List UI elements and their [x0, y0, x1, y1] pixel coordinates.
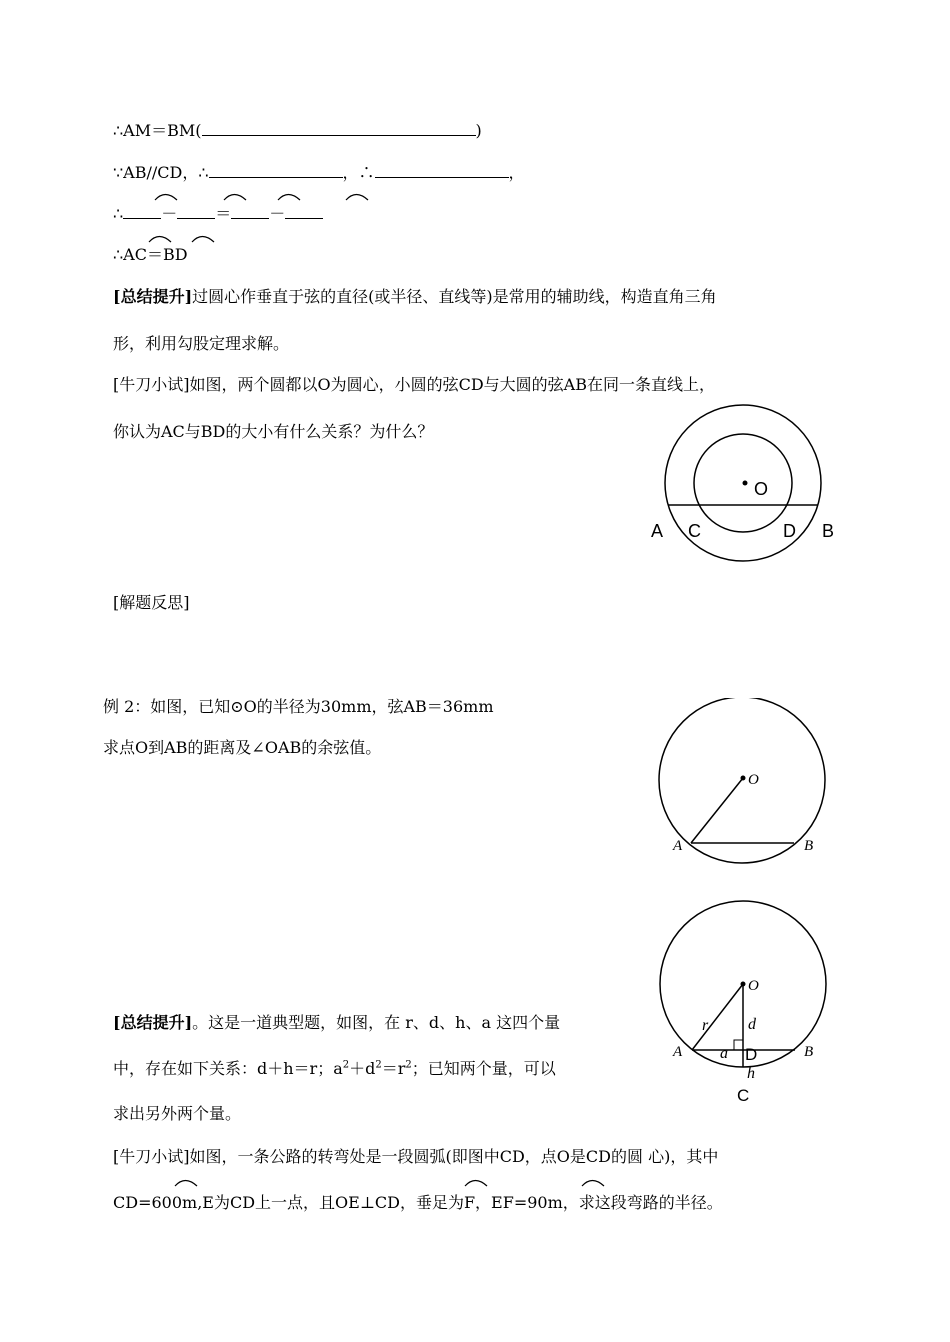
formula-part: ；已知两个量，可以 [411, 1059, 556, 1078]
label-b: B [804, 838, 814, 854]
center-point [741, 776, 746, 781]
summary-2-line-2 [113, 1059, 556, 1079]
label-a: A [673, 1044, 683, 1060]
label-d: d [748, 1016, 756, 1033]
proof-line-3-prefix: ∴ [113, 204, 124, 223]
proof-line-1-prefix: ∴AM＝BM( [113, 121, 202, 140]
label-r: r [702, 1017, 709, 1034]
proof-line-2-mid: ，∴ [342, 163, 375, 182]
proof-line-3 [113, 204, 323, 224]
summary-1-text-1: 过圆心作垂直于弦的直径(或半径、直线等)是常用的辅助线，构造直角三角 [192, 287, 717, 306]
summary-2-text-1: 。这是一道典型题，如图，在 r、d、h、a 这四个量 [192, 1013, 561, 1032]
formula-part: 中，存在如下关系：d＋h＝r；a [113, 1059, 343, 1078]
label-c: C [737, 1086, 750, 1105]
answer-blank-reason[interactable] [202, 121, 476, 136]
proof-line-2-prefix: ∵AB//CD，∴ [113, 163, 209, 182]
label-a: A [651, 521, 664, 541]
answer-blank-3c[interactable] [231, 204, 269, 219]
label-b: B [822, 521, 835, 541]
proof-line-1-suffix: ) [475, 121, 482, 140]
label-h: h [747, 1065, 755, 1082]
label-b: B [804, 1044, 814, 1060]
figure-circle-chord [650, 698, 850, 868]
label-o: O [754, 479, 769, 499]
summary-1-line-1 [113, 287, 717, 307]
arc-symbols-line3 [150, 186, 410, 206]
arc-symbols-trial2 [160, 1172, 680, 1190]
proof-line-4: ∴AC＝BD [113, 245, 188, 264]
summary-1-line-2: 形，利用勾股定理求解。 [113, 334, 290, 353]
proof-line-2 [113, 163, 525, 183]
answer-blank-3b[interactable] [177, 204, 215, 219]
label-o: O [748, 772, 759, 788]
proof-line-1 [113, 121, 482, 141]
example-2-line-1: 例 2：如图，已知⊙O的半径为30mm，弦AB＝36mm [103, 697, 494, 716]
center-point [743, 481, 748, 486]
superscript: 2 [405, 1059, 412, 1071]
trial-1-line-1: [牛刀小试]如图，两个圆都以O为圆心，小圆的弦CD与大圆的弦AB在同一条直线上， [113, 375, 715, 394]
equals-sign: ＝ [215, 204, 232, 223]
label-c: C [688, 521, 701, 541]
example-2-line-2: 求点O到AB的距离及∠OAB的余弦值。 [103, 738, 382, 757]
summary-2-line-3: 求出另外两个量。 [113, 1104, 242, 1123]
minus-sign: － [161, 204, 178, 223]
trial-2-line-2: CD=600m,E为CD上一点，且OE⊥CD，垂足为F，EF=90m，求这段弯路的半径。 [113, 1193, 723, 1212]
formula-part: ＝r [381, 1059, 406, 1078]
trial-2-line-1: [牛刀小试]如图，一条公路的转弯处是一段圆弧(即图中CD，点O是CD的圆 心)，其中 [113, 1147, 719, 1166]
label-a-lower: a [720, 1045, 728, 1062]
trial-1-line-2: 你认为AC与BD的大小有什么关系？为什么？ [113, 422, 434, 441]
superscript: 2 [375, 1059, 382, 1071]
label-d: D [783, 521, 796, 541]
summary-2-line-1 [113, 1013, 560, 1033]
proof-line-2-suffix: ， [508, 163, 525, 182]
label-d-foot: D [745, 1045, 758, 1064]
superscript: 2 [342, 1059, 350, 1071]
answer-blank-3a[interactable] [123, 204, 161, 219]
minus-sign: － [269, 204, 286, 223]
answer-blank-2a[interactable] [209, 163, 343, 178]
radius-oa [691, 778, 743, 843]
formula-part: ＋d [349, 1059, 376, 1078]
reflection-heading: [解题反思] [113, 593, 190, 612]
summary-label: [总结提升] [113, 1013, 193, 1032]
label-o: O [748, 978, 759, 994]
answer-blank-3d[interactable] [285, 204, 323, 219]
figure-circle-rdha [650, 900, 850, 1110]
center-point [741, 982, 746, 987]
circle-o [659, 698, 825, 863]
right-angle-mark [734, 1040, 743, 1050]
label-a: A [673, 838, 683, 854]
summary-label: [总结提升] [113, 287, 193, 306]
figure-concentric-circles [640, 378, 870, 568]
answer-blank-2b[interactable] [375, 163, 509, 178]
